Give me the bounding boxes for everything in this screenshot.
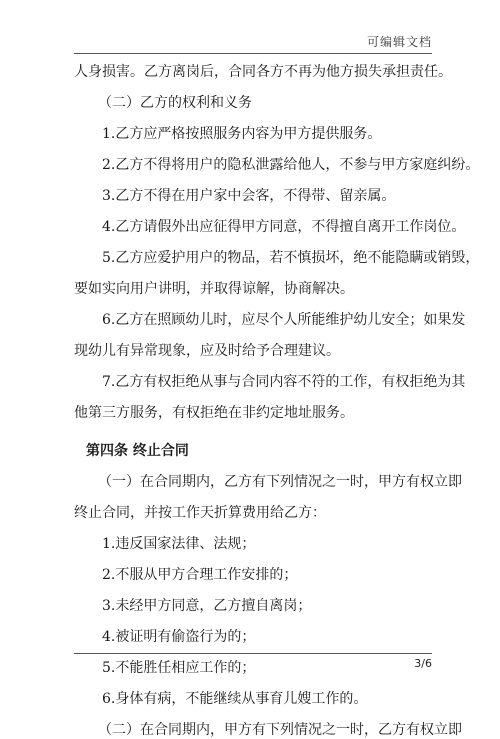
list-item: 5.乙方应爱护用户的物品，若不慎损坏，绝不能隐瞒或销毁，: [102, 250, 480, 266]
section-heading: 第四条 终止合同: [86, 443, 189, 459]
list-item: 7.乙方有权拒绝从事与合同内容不符的工作，有权拒绝为其: [102, 374, 466, 390]
list-item: 5.不能胜任相应工作的；: [102, 660, 256, 676]
document-body: [74, 63, 480, 739]
list-item: 3.未经甲方同意，乙方擅自离岗；: [102, 598, 312, 614]
clause-line: （一）在合同期内，乙方有下列情况之一时，甲方有权立即: [98, 474, 462, 490]
clause-continuation: 终止合同，并按工作天折算费用给乙方：: [74, 505, 326, 521]
list-item-continuation: 要如实向用户讲明，并取得谅解，协商解决。: [74, 281, 354, 297]
list-item: 3.乙方不得在用户家中会客，不得带、留亲属。: [102, 188, 396, 204]
list-item: 6.乙方在照顾幼儿时，应尽个人所能维护幼儿安全；如果发: [102, 312, 466, 328]
list-item: 1.违反国家法律、法规；: [102, 536, 256, 552]
header-divider: [74, 53, 432, 54]
list-item: 2.不服从甲方合理工作安排的；: [102, 567, 298, 583]
page-number: 3/6: [414, 657, 432, 670]
list-item: 4.被证明有偷盗行为的；: [102, 629, 256, 645]
paragraph-line: 人身损害。乙方离岗后，合同各方不再为他方损失承担责任。: [74, 64, 452, 80]
footer-divider: [74, 653, 432, 654]
list-item: 4.乙方请假外出应征得甲方同意，不得擅自离开工作岗位。: [102, 219, 466, 235]
list-item-continuation: 他第三方服务，有权拒绝在非约定地址服务。: [74, 405, 354, 421]
list-item: 1.乙方应严格按照服务内容为甲方提供服务。: [102, 126, 382, 142]
clause-line: （二）在合同期内，甲方有下列情况之一时，乙方有权立即: [98, 722, 462, 738]
list-item-continuation: 现幼儿有异常现象，应及时给予合理建议。: [74, 343, 340, 359]
section-subtitle: （二）乙方的权利和义务: [98, 95, 252, 111]
document-header-label: 可编辑文档: [366, 35, 432, 49]
list-item: 2.乙方不得将用户的隐私泄露给他人，不参与甲方家庭纠纷。: [102, 157, 480, 173]
list-item: 6.身体有病，不能继续从事育儿嫂工作的。: [102, 691, 368, 707]
